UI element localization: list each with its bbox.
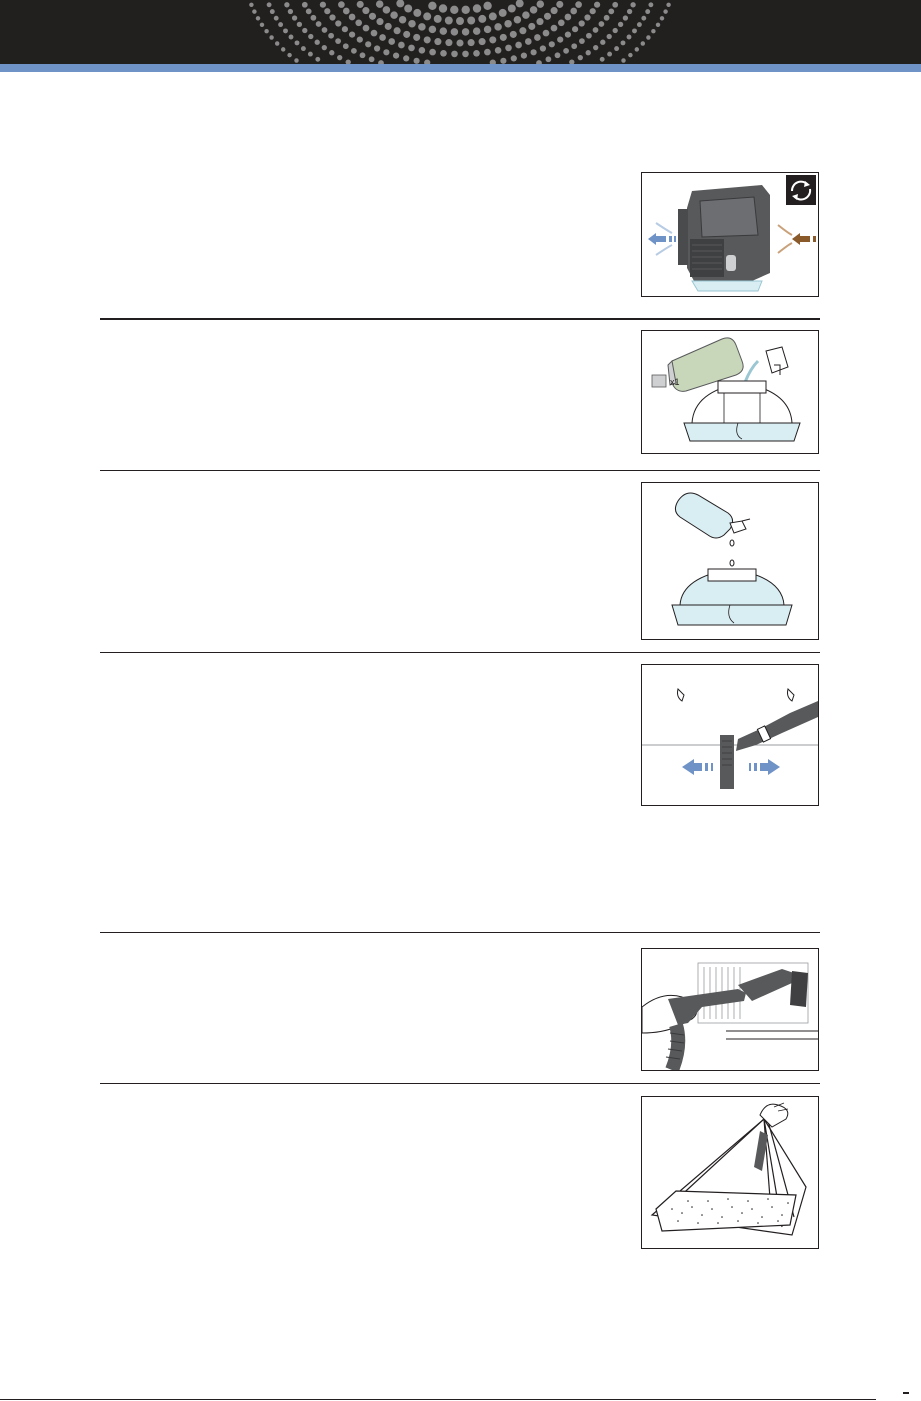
- halftone-dot: [656, 23, 660, 27]
- halftone-dot: [531, 49, 537, 55]
- illustration-step-3: [641, 482, 819, 640]
- halftone-dot: [428, 2, 436, 10]
- halftone-dot: [593, 45, 598, 50]
- halftone-dot: [473, 27, 481, 35]
- halftone-dot: [408, 45, 415, 52]
- halftone-dot: [450, 6, 458, 14]
- halftone-dot: [335, 38, 341, 44]
- halftone-dot: [579, 38, 585, 44]
- halftone-dot: [604, 15, 610, 21]
- halftone-dot: [565, 14, 572, 21]
- halftone-dot: [528, 23, 535, 30]
- halftone-dot: [627, 35, 632, 40]
- halftone-dot: [398, 42, 405, 49]
- halftone-dot: [557, 37, 563, 43]
- halftone-dot: [274, 16, 279, 21]
- halftone-dot: [504, 20, 512, 28]
- halftone-dot: [393, 53, 399, 59]
- halftone-dot: [565, 31, 571, 37]
- illustration-step-4: [641, 664, 819, 806]
- halftone-dot: [600, 57, 605, 62]
- halftone-dot: [489, 12, 497, 20]
- halftone-dot: [343, 8, 350, 15]
- halftone-dots-decoration: [0, 0, 921, 64]
- halftone-dot: [322, 45, 327, 50]
- halftone-dot: [555, 52, 561, 58]
- halftone-dot: [510, 31, 517, 38]
- halftone-dot: [635, 47, 639, 51]
- quantity-label: [652, 375, 680, 387]
- halftone-dot: [558, 19, 565, 26]
- illustration-step-1: [641, 172, 819, 297]
- halftone-dot: [403, 55, 409, 61]
- halftone-dot: [429, 49, 436, 56]
- halftone-dot: [612, 2, 618, 8]
- halftone-dot: [468, 39, 475, 46]
- halftone-dot: [408, 20, 416, 28]
- halftone-dot: [546, 56, 552, 62]
- halftone-dot: [586, 50, 591, 55]
- halftone-dot: [594, 2, 600, 8]
- halftone-dot: [462, 28, 470, 36]
- halftone-dot: [473, 4, 481, 12]
- halftone-dot: [489, 36, 496, 43]
- halftone-dot: [302, 28, 307, 33]
- halftone-dot: [320, 2, 326, 8]
- halftone-dot: [590, 8, 596, 14]
- halftone-dot: [663, 9, 667, 13]
- halftone-dot: [511, 55, 517, 61]
- halftone-dot: [394, 27, 401, 34]
- halftone-dot: [396, 0, 404, 7]
- halftone-dot: [618, 22, 623, 27]
- halftone-dot: [484, 26, 492, 34]
- halftone-dot: [648, 2, 653, 7]
- halftone-dot: [516, 0, 524, 7]
- halftone-dot: [600, 40, 605, 45]
- halftone-dot: [355, 19, 362, 26]
- halftone-dot: [572, 26, 578, 32]
- halftone-dot: [267, 2, 272, 7]
- halftone-dot: [351, 48, 357, 54]
- halftone-dot: [376, 18, 383, 25]
- halftone-dot: [522, 11, 530, 19]
- halftone-dot: [297, 22, 302, 27]
- halftone-dot: [627, 9, 632, 14]
- halftone-dot: [288, 9, 293, 14]
- halftone-dot: [388, 38, 395, 45]
- halftone-dot: [328, 33, 334, 39]
- halftone-dot: [385, 23, 392, 30]
- halftone-dot: [570, 8, 577, 15]
- step-divider: [100, 470, 820, 471]
- step-divider: [100, 932, 820, 933]
- halftone-dot: [311, 15, 317, 21]
- arrow-right-icon: [749, 759, 780, 775]
- halftone-dot: [499, 9, 507, 17]
- page-header: [0, 0, 921, 64]
- halftone-dot: [343, 43, 349, 49]
- halftone-dot: [500, 58, 506, 64]
- halftone-dot: [628, 53, 632, 57]
- halftone-dot: [467, 17, 475, 25]
- halftone-dot: [551, 25, 558, 32]
- halftone-dot: [306, 9, 312, 15]
- halftone-dot: [315, 57, 320, 62]
- halftone-dot: [500, 34, 507, 41]
- halftone-dot: [494, 23, 502, 31]
- halftone-dot: [646, 35, 650, 39]
- halftone-dot: [483, 2, 491, 10]
- halftone-dot: [264, 29, 268, 33]
- halftone-dot: [456, 17, 464, 25]
- halftone-dot: [275, 41, 279, 45]
- halftone-dot: [613, 28, 618, 33]
- halftone-dot: [630, 2, 635, 7]
- halftone-dot: [383, 49, 389, 55]
- halftone-dot: [419, 47, 426, 54]
- halftone-dot: [294, 58, 298, 62]
- halftone-dot: [429, 26, 437, 34]
- halftone-dot: [571, 43, 577, 49]
- halftone-dot: [525, 38, 532, 45]
- halftone-dot: [549, 41, 555, 47]
- halftone-dot: [521, 53, 527, 59]
- halftone-dot: [376, 0, 384, 8]
- halftone-dot: [621, 40, 626, 45]
- halftone-dot: [505, 45, 512, 52]
- halftone-dot: [302, 2, 308, 8]
- halftone-dot: [414, 58, 420, 64]
- step-divider: [100, 652, 820, 653]
- cushion-icon: [656, 1191, 796, 1231]
- halftone-dot: [478, 15, 486, 23]
- halftone-dot: [462, 51, 469, 58]
- halftone-dot: [315, 40, 320, 45]
- halftone-dot: [495, 47, 502, 54]
- footer-rule: [0, 1399, 876, 1400]
- halftone-dot: [324, 8, 330, 14]
- halftone-dot: [403, 31, 410, 38]
- halftone-dot: [586, 33, 592, 39]
- halftone-dot: [357, 1, 364, 8]
- halftone-dot: [537, 0, 545, 8]
- halftone-dot: [440, 50, 447, 57]
- halftone-dot: [399, 16, 407, 24]
- footer-page-mark: [903, 1392, 909, 1394]
- halftone-dot: [404, 5, 412, 13]
- airflow-out-icon: [648, 223, 676, 255]
- halftone-dot: [329, 14, 335, 20]
- halftone-dot: [308, 52, 313, 57]
- halftone-dot: [369, 56, 375, 62]
- halftone-dot: [608, 9, 614, 15]
- halftone-dot: [645, 9, 650, 14]
- halftone-dot: [578, 55, 583, 60]
- halftone-dot: [579, 20, 585, 26]
- halftone-dot: [641, 41, 645, 45]
- halftone-dot: [534, 34, 541, 41]
- halftone-dot: [563, 48, 569, 54]
- halftone-dot: [556, 1, 563, 8]
- halftone-dot: [308, 34, 313, 39]
- halftone-dot: [374, 45, 380, 51]
- halftone-dot: [287, 53, 291, 57]
- halftone-dot: [256, 16, 260, 20]
- halftone-dot: [413, 34, 420, 41]
- halftone-dot: [451, 28, 459, 36]
- halftone-dot: [544, 13, 551, 20]
- halftone-dot: [338, 1, 345, 8]
- halftone-dot: [269, 35, 273, 39]
- halftone-dot: [462, 6, 470, 14]
- step-divider: [100, 1083, 820, 1084]
- halftone-dot: [543, 30, 550, 37]
- halftone-dot: [322, 27, 328, 33]
- halftone-dot: [540, 45, 546, 51]
- halftone-dot: [349, 31, 355, 37]
- halftone-dot: [423, 12, 431, 20]
- halftone-dot: [530, 6, 538, 14]
- halftone-dot: [360, 52, 366, 58]
- brush-tool-icon: [668, 969, 808, 1025]
- halftone-dot: [514, 16, 522, 24]
- halftone-dot: [584, 14, 590, 20]
- rotate-arrows-icon: [786, 175, 816, 205]
- halftone-dot: [445, 39, 452, 46]
- halftone-dot: [329, 50, 334, 55]
- halftone-dot: [599, 21, 605, 27]
- halftone-dot: [316, 21, 322, 27]
- halftone-dot: [519, 27, 526, 34]
- halftone-dot: [456, 39, 463, 46]
- halftone-dot: [390, 11, 398, 19]
- halftone-dot: [301, 46, 306, 51]
- halftone-dot: [632, 28, 637, 33]
- halftone-dot: [369, 13, 376, 20]
- halftone-dot: [623, 15, 628, 20]
- halftone-dot: [260, 23, 264, 27]
- halftone-dot: [365, 41, 371, 47]
- halftone-dot: [283, 28, 288, 33]
- halftone-dot: [383, 6, 391, 14]
- halftone-dot: [607, 34, 612, 39]
- halftone-dot: [666, 3, 670, 7]
- machine-illustration: [678, 185, 770, 291]
- halftone-dot: [278, 22, 283, 27]
- halftone-dot: [515, 42, 522, 49]
- halftone-dot: [413, 9, 421, 17]
- halftone-dot: [621, 58, 625, 62]
- tank-icon: [672, 569, 792, 625]
- halftone-dot: [292, 15, 297, 20]
- halftone-dot: [337, 55, 342, 60]
- svg-text:x1: x1: [670, 377, 680, 387]
- halftone-dot: [536, 18, 543, 25]
- halftone-dot: [363, 25, 370, 32]
- halftone-dot: [607, 52, 612, 57]
- halftone-dot: [651, 29, 655, 33]
- halftone-dot: [418, 23, 426, 31]
- illustration-step-5: [641, 948, 819, 1071]
- halftone-dot: [434, 15, 442, 23]
- halftone-dot: [593, 27, 599, 33]
- illustration-step-6: [641, 1096, 819, 1249]
- airflow-in-icon: [778, 225, 816, 253]
- halftone-dot: [445, 17, 453, 25]
- halftone-dot: [349, 14, 356, 21]
- halftone-dot: [281, 47, 285, 51]
- halftone-dot: [479, 38, 486, 45]
- halftone-dot: [508, 5, 516, 13]
- halftone-dot: [371, 30, 378, 37]
- halftone-dot: [637, 22, 642, 27]
- halftone-dot: [284, 2, 289, 7]
- illustration-step-2: [641, 330, 819, 454]
- halftone-dot: [357, 37, 363, 43]
- halftone-dot: [249, 3, 253, 7]
- halftone-dot: [451, 51, 458, 58]
- halftone-dot: [362, 7, 369, 14]
- hose-icon: [666, 1025, 684, 1070]
- halftone-dot: [434, 38, 441, 45]
- halftone-dot: [473, 50, 480, 57]
- halftone-dot: [551, 7, 558, 14]
- halftone-dot: [335, 20, 341, 26]
- step-divider: [100, 318, 820, 320]
- trigger-icon: [678, 689, 795, 701]
- halftone-dot: [424, 36, 431, 43]
- halftone-dot: [641, 16, 646, 21]
- bottle-icon: [675, 493, 750, 538]
- halftone-dot: [439, 4, 447, 12]
- halftone-dot: [270, 9, 275, 14]
- halftone-dot: [440, 27, 448, 35]
- header-accent-band: [0, 64, 921, 72]
- halftone-dot: [289, 35, 294, 40]
- halftone-dot: [660, 16, 664, 20]
- halftone-dot: [252, 9, 256, 13]
- halftone-dot: [614, 46, 619, 51]
- halftone-dot: [379, 34, 386, 41]
- halftone-dot: [484, 49, 491, 56]
- halftone-dot: [342, 26, 348, 32]
- arrow-left-icon: [682, 759, 713, 775]
- halftone-dot: [575, 1, 582, 8]
- halftone-dot: [295, 40, 300, 45]
